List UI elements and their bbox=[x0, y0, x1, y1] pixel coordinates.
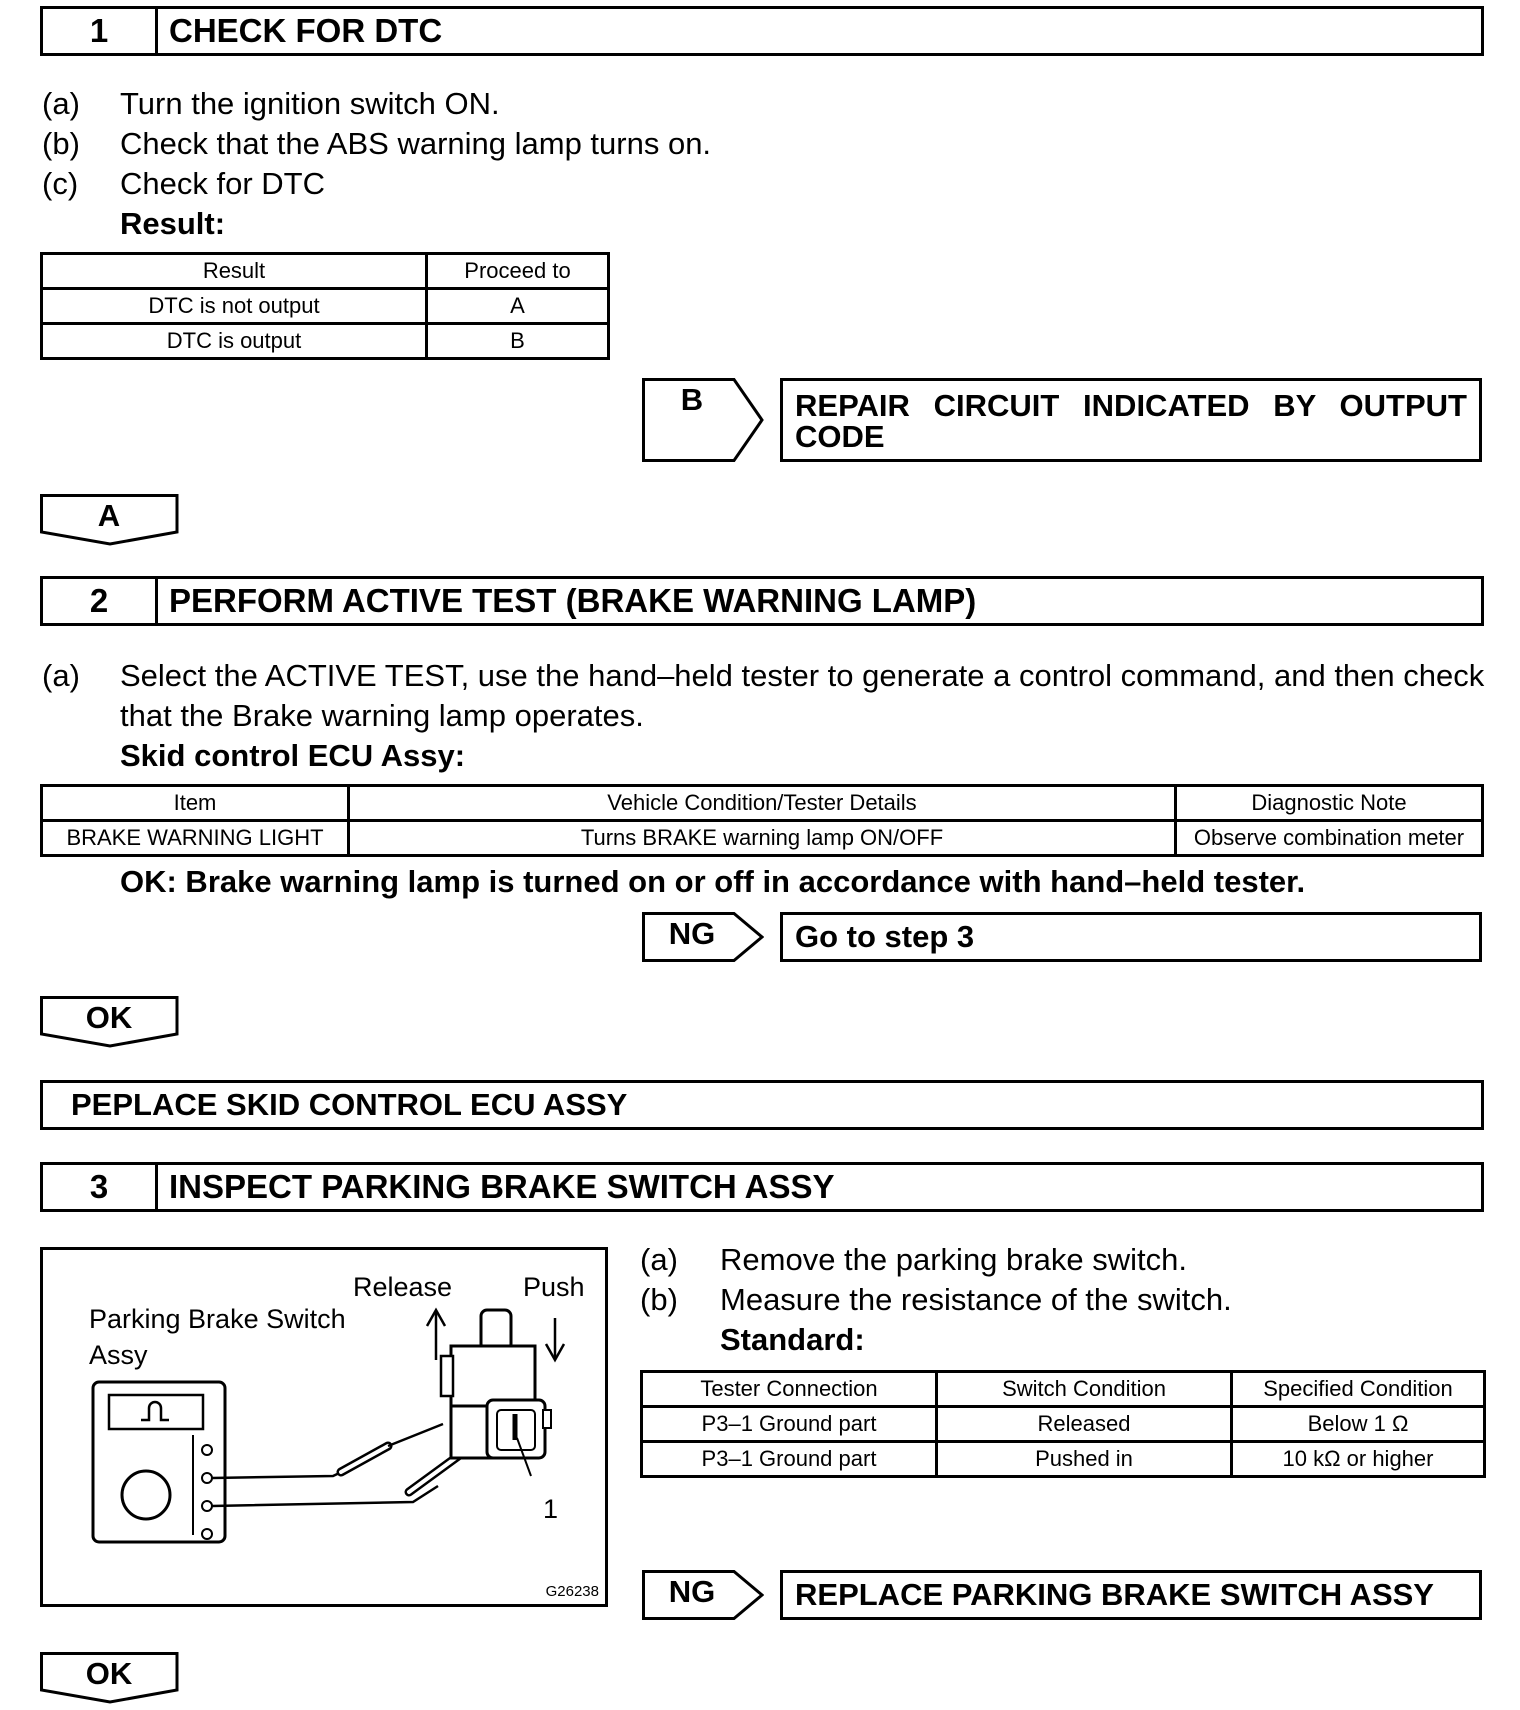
table-row bbox=[42, 821, 1483, 856]
tab-ok bbox=[40, 996, 178, 1048]
table-cell: Below 1 Ω bbox=[1232, 1407, 1485, 1442]
item-text-line-2: that the Brake warning lamp operates. bbox=[120, 698, 644, 733]
table-header: Item bbox=[42, 786, 349, 821]
table-cell: DTC is output bbox=[42, 324, 427, 359]
release-label: Release bbox=[353, 1272, 453, 1302]
table-label: Skid control ECU Assy: bbox=[120, 738, 466, 773]
pin-number-label: 1 bbox=[543, 1494, 559, 1524]
table-cell: BRAKE WARNING LIGHT bbox=[42, 821, 349, 856]
switch-label-line-2: Assy bbox=[89, 1340, 148, 1370]
result-label: Result: bbox=[120, 206, 226, 241]
tab-label: OK bbox=[85, 1656, 133, 1691]
item-marker: (a) bbox=[42, 86, 80, 121]
table-header: Result bbox=[42, 254, 427, 289]
step-title: PERFORM ACTIVE TEST (BRAKE WARNING LAMP) bbox=[169, 582, 977, 619]
branch-tag: NG bbox=[668, 1574, 716, 1609]
branch-tag: B bbox=[680, 382, 704, 417]
table-header: Diagnostic Note bbox=[1176, 786, 1483, 821]
step-number: 2 bbox=[43, 579, 158, 623]
table-row bbox=[642, 1442, 1485, 1477]
table-row bbox=[42, 324, 609, 359]
switch-label-line-1: Parking Brake Switch bbox=[89, 1304, 346, 1334]
table-cell: DTC is not output bbox=[42, 289, 427, 324]
branch-ng-arrow bbox=[642, 912, 762, 962]
resistance-table bbox=[640, 1370, 1486, 1478]
table-header: Vehicle Condition/Tester Details bbox=[349, 786, 1176, 821]
table-header: Proceed to bbox=[427, 254, 609, 289]
table-cell: A bbox=[427, 289, 609, 324]
standard-label: Standard: bbox=[720, 1322, 865, 1357]
tab-label: OK bbox=[85, 1000, 133, 1035]
table-row bbox=[642, 1407, 1485, 1442]
dtc-result-table bbox=[40, 252, 610, 360]
table-cell: Released bbox=[937, 1407, 1232, 1442]
table-cell: 10 kΩ or higher bbox=[1232, 1442, 1485, 1477]
table-cell: P3–1 Ground part bbox=[642, 1407, 937, 1442]
item-text-line-1: Select the ACTIVE TEST, use the hand–held tester to generate a control command, and then check bbox=[120, 658, 1485, 693]
table-cell: B bbox=[427, 324, 609, 359]
item-text: Remove the parking brake switch. bbox=[720, 1242, 1187, 1277]
tab-ok bbox=[40, 1652, 178, 1704]
branch-tag: NG bbox=[668, 916, 716, 951]
branch-b-result: REPAIR CIRCUIT INDICATED BY OUTPUT CODE bbox=[780, 378, 1482, 462]
replace-ecu-bar: PEPLACE SKID CONTROL ECU ASSY bbox=[40, 1080, 1484, 1130]
branch-ng-arrow bbox=[642, 1570, 762, 1620]
item-text: Check for DTC bbox=[120, 166, 325, 201]
ok-criterion: OK: Brake warning lamp is turned on or off in accordance with hand–held tester. bbox=[120, 864, 1306, 899]
table-row bbox=[42, 289, 609, 324]
tab-a bbox=[40, 494, 178, 546]
item-text: Turn the ignition switch ON. bbox=[120, 86, 500, 121]
step-title: INSPECT PARKING BRAKE SWITCH ASSY bbox=[169, 1168, 835, 1205]
item-marker: (a) bbox=[640, 1242, 678, 1277]
step2-header bbox=[40, 576, 1484, 626]
table-header: Tester Connection bbox=[642, 1372, 937, 1407]
table-cell: Turns BRAKE warning lamp ON/OFF bbox=[349, 821, 1176, 856]
table-cell: Pushed in bbox=[937, 1442, 1232, 1477]
step3-header bbox=[40, 1162, 1484, 1212]
parking-brake-switch-figure bbox=[40, 1247, 608, 1607]
step-number: 1 bbox=[43, 9, 158, 53]
branch-ng-result: REPLACE PARKING BRAKE SWITCH ASSY bbox=[780, 1570, 1482, 1620]
table-header-row bbox=[42, 786, 1483, 821]
push-label: Push bbox=[523, 1272, 585, 1302]
table-header: Specified Condition bbox=[1232, 1372, 1485, 1407]
step1-header bbox=[40, 6, 1484, 56]
item-marker: (b) bbox=[42, 126, 80, 161]
table-header: Switch Condition bbox=[937, 1372, 1232, 1407]
item-text: Measure the resistance of the switch. bbox=[720, 1282, 1232, 1317]
item-marker: (c) bbox=[42, 166, 79, 201]
item-text: Check that the ABS warning lamp turns on. bbox=[120, 126, 712, 161]
table-cell: P3–1 Ground part bbox=[642, 1442, 937, 1477]
item-marker: (b) bbox=[640, 1282, 678, 1317]
branch-ng-result: Go to step 3 bbox=[780, 912, 1482, 962]
tab-label: A bbox=[97, 498, 121, 533]
figure-id: G26238 bbox=[545, 1583, 599, 1600]
active-test-table bbox=[40, 784, 1484, 857]
step-title: CHECK FOR DTC bbox=[169, 12, 443, 49]
step-number: 3 bbox=[43, 1165, 158, 1209]
item-marker: (a) bbox=[42, 658, 80, 693]
table-cell: Observe combination meter bbox=[1176, 821, 1483, 856]
table-header-row bbox=[42, 254, 609, 289]
table-header-row bbox=[642, 1372, 1485, 1407]
branch-b-arrow bbox=[642, 378, 762, 462]
